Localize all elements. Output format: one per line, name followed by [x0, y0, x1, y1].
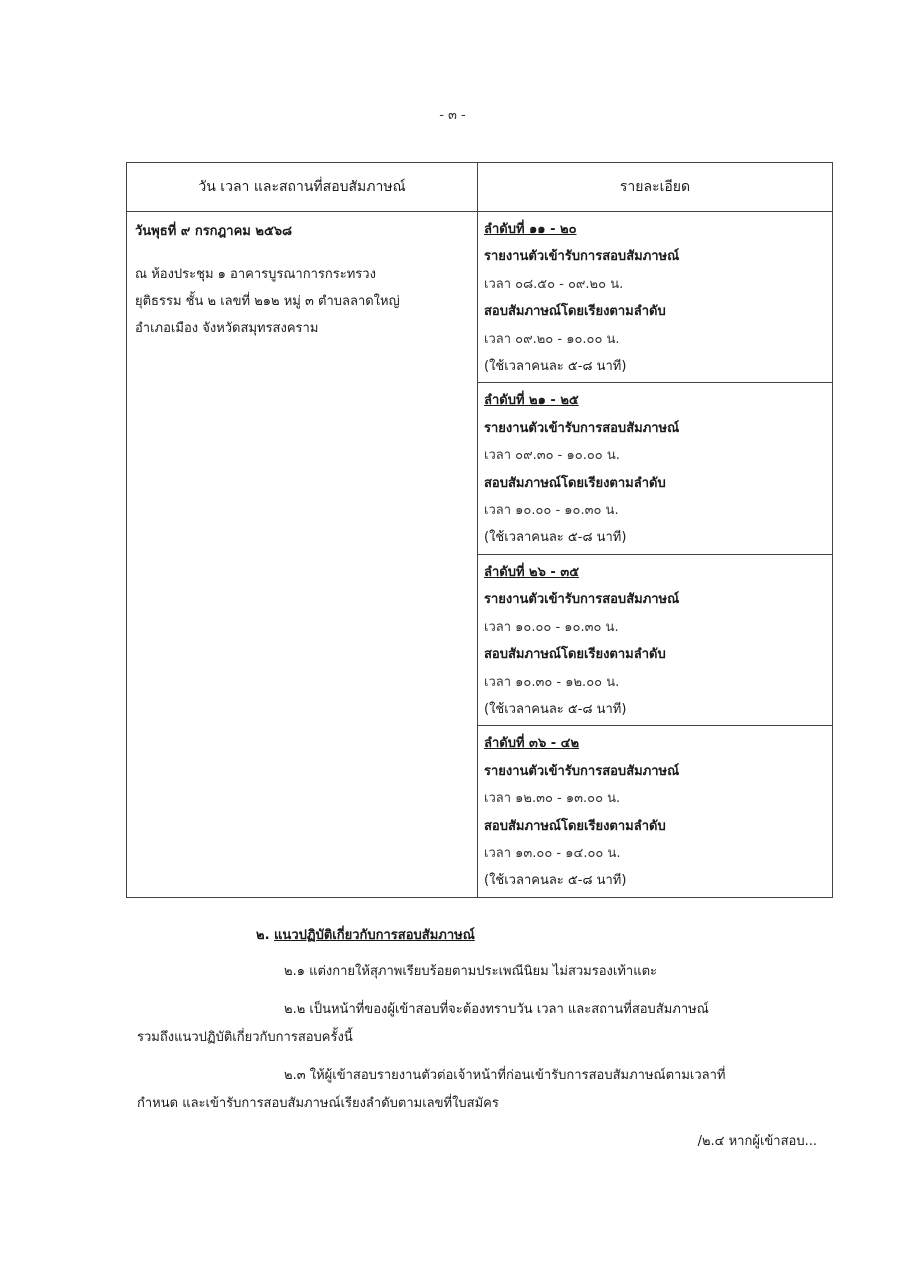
header-details: รายละเอียด — [478, 163, 833, 212]
report-label: รายงานตัวเข้ารับการสอบสัมภาษณ์ — [484, 763, 680, 779]
guideline-paragraph-continued: รวมถึงแนวปฏิบัติเกี่ยวกับการสอบครั้งนี้ — [137, 1030, 353, 1045]
guideline-paragraph: ๒.๑ แต่งกายให้สุภาพเรียบร้อยตามประเพณีนิยม ไม่สวมรองเท้าแตะ — [284, 964, 658, 979]
group-order: ลำดับที่ ๒๑ - ๒๕ — [484, 393, 579, 409]
duration-note: (ใช้เวลาคนละ ๕-๘ นาที) — [484, 701, 627, 717]
interview-time: เวลา ๑๓.๐๐ - ๑๔.๐๐ น. — [484, 845, 621, 861]
interview-label: สอบสัมภาษณ์โดยเรียงตามลำดับ — [484, 304, 666, 320]
table-row — [127, 212, 833, 383]
location-line: ณ ห้องประชุม ๑ อาคารบูรณาการกระทรวง — [135, 267, 376, 282]
interview-schedule-table — [126, 162, 833, 898]
section-heading — [256, 924, 475, 945]
location-line: อำเภอเมือง จังหวัดสมุทรสงคราม — [135, 321, 319, 336]
report-label: รายงานตัวเข้ารับการสอบสัมภาษณ์ — [484, 592, 680, 608]
report-label: รายงานตัวเข้ารับการสอบสัมภาษณ์ — [484, 249, 680, 265]
interview-label: สอบสัมภาษณ์โดยเรียงตามลำดับ — [484, 475, 666, 491]
page-number: - ๓ - — [439, 108, 466, 123]
interview-label: สอบสัมภาษณ์โดยเรียงตามลำดับ — [484, 647, 666, 663]
interview-time: เวลา ๑๐.๓๐ - ๑๒.๐๐ น. — [484, 674, 620, 690]
group-detail-cell — [478, 383, 833, 554]
header-date-time-place: วัน เวลา และสถานที่สอบสัมภาษณ์ — [127, 163, 478, 212]
report-time: เวลา ๐๙.๓๐ - ๑๐.๐๐ น. — [484, 448, 620, 464]
duration-note: (ใช้เวลาคนละ ๕-๘ นาที) — [484, 530, 627, 546]
interview-date: วันพุธที่ ๙ กรกฎาคม ๒๕๖๘ — [135, 224, 293, 239]
date-location-cell — [127, 212, 478, 898]
table-header-row — [127, 163, 833, 212]
section-title: แนวปฏิบัติเกี่ยวกับการสอบสัมภาษณ์ — [274, 928, 475, 943]
guideline-paragraph: ๒.๒ เป็นหน้าที่ของผู้เข้าสอบที่จะต้องทราบวัน เวลา และสถานที่สอบสัมภาษณ์ — [284, 1002, 709, 1017]
interview-label: สอบสัมภาษณ์โดยเรียงตามลำดับ — [484, 818, 666, 834]
location-line: ยุติธรรม ชั้น ๒ เลขที่ ๒๑๒ หมู่ ๓ ตำบลลาดใหญ่ — [135, 294, 400, 309]
report-time: เวลา ๑๐.๐๐ - ๑๐.๓๐ น. — [484, 619, 619, 635]
guideline-paragraph: ๒.๓ ให้ผู้เข้าสอบรายงานตัวต่อเจ้าหน้าที่ก่อนเข้ารับการสอบสัมภาษณ์ตามเวลาที่ — [284, 1068, 726, 1083]
group-order: ลำดับที่ ๒๖ - ๓๕ — [484, 564, 580, 580]
group-detail-cell — [478, 726, 833, 897]
section-number: ๒. — [256, 928, 270, 943]
report-time: เวลา ๐๘.๕๐ - ๐๙.๒๐ น. — [484, 276, 624, 292]
interview-time: เวลา ๐๙.๒๐ - ๑๐.๐๐ น. — [484, 331, 620, 347]
group-order: ลำดับที่ ๓๖ - ๔๒ — [484, 736, 580, 752]
report-time: เวลา ๑๒.๓๐ - ๑๓.๐๐ น. — [484, 791, 621, 807]
group-detail-cell — [478, 212, 833, 383]
duration-note: (ใช้เวลาคนละ ๕-๘ นาที) — [484, 873, 627, 889]
continuation-marker: /๒.๔ หากผู้เข้าสอบ... — [697, 1134, 817, 1149]
duration-note: (ใช้เวลาคนละ ๕-๘ นาที) — [484, 359, 627, 375]
interview-time: เวลา ๑๐.๐๐ - ๑๐.๓๐ น. — [484, 503, 619, 519]
group-detail-cell — [478, 554, 833, 725]
report-label: รายงานตัวเข้ารับการสอบสัมภาษณ์ — [484, 420, 680, 436]
guideline-paragraph-continued: กำหนด และเข้ารับการสอบสัมภาษณ์เรียงลำดับตามเลขที่ใบสมัคร — [137, 1096, 499, 1111]
group-order: ลำดับที่ ๑๑ - ๒๐ — [484, 222, 577, 237]
